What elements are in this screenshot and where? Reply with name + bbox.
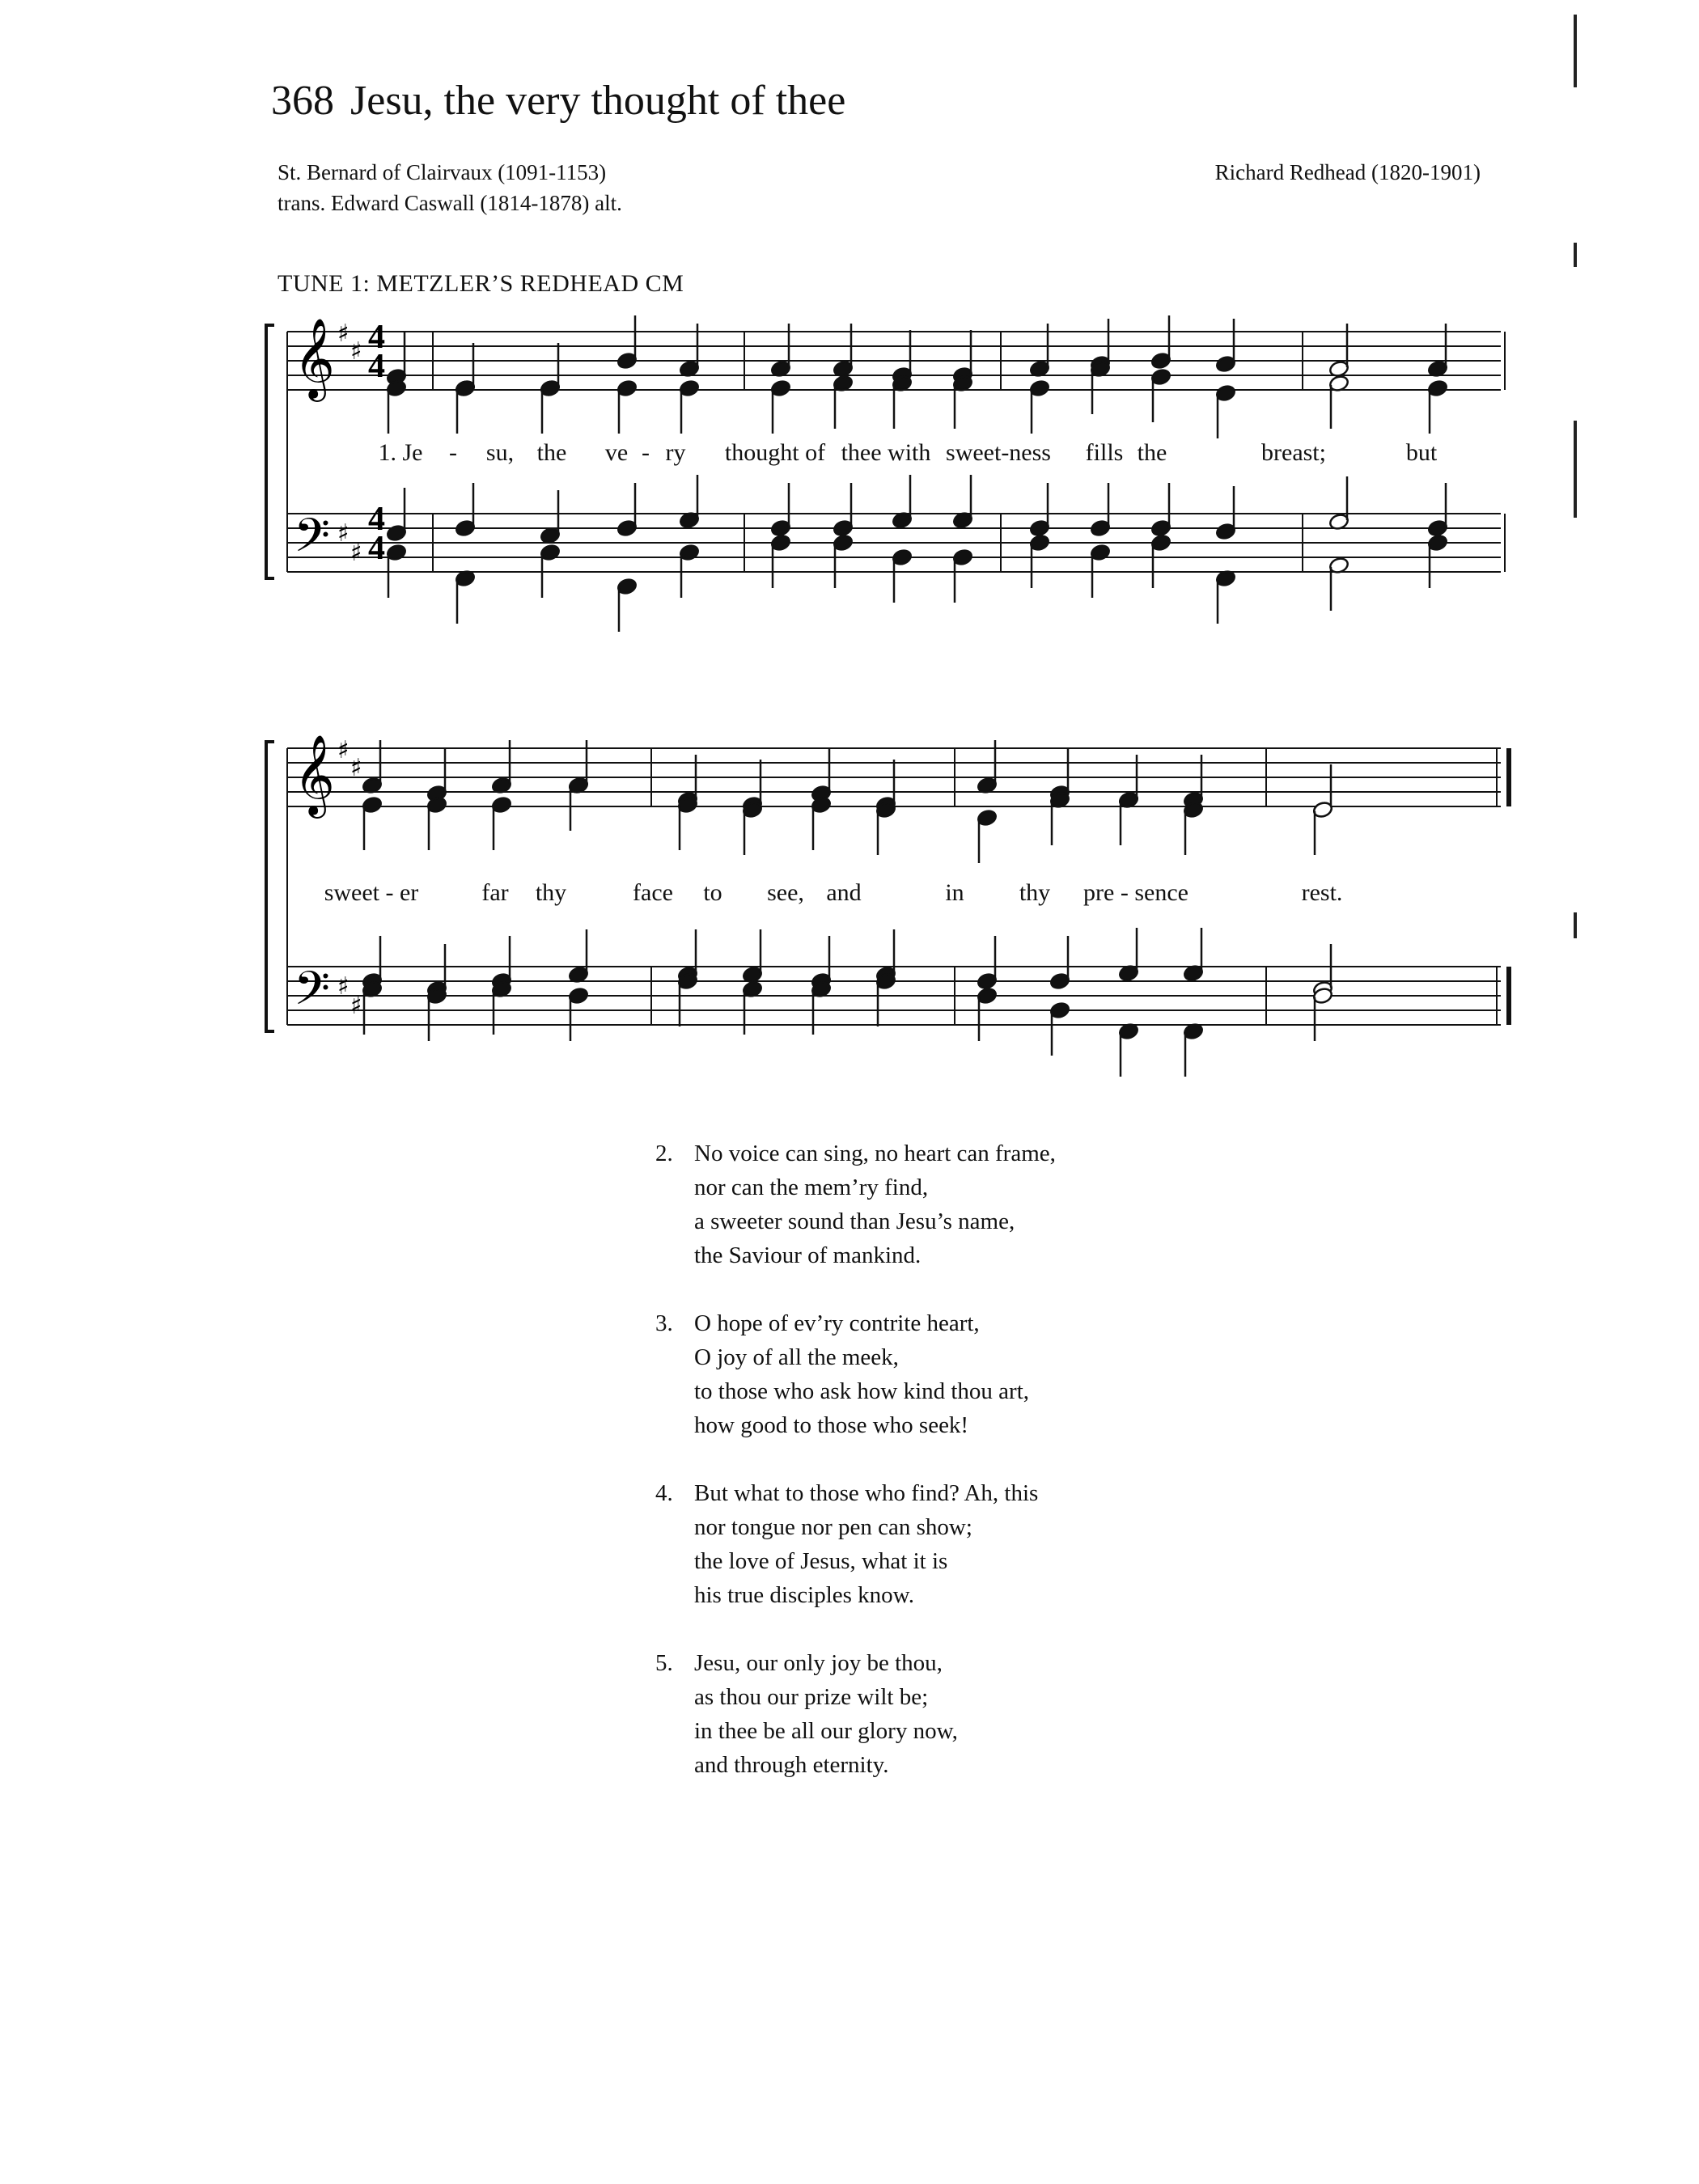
hymn-title: Jesu, the very thought of thee (350, 78, 846, 124)
verse-line (655, 1748, 1056, 1782)
verse-line (655, 1136, 1056, 1170)
lyric-syllable: see, (767, 879, 804, 906)
verse-line (655, 1340, 1056, 1374)
margin-mark (1574, 243, 1577, 267)
verse-text: Jesu, our only joy be thou, (694, 1650, 943, 1676)
time-signature-digit: 4 (368, 530, 385, 567)
treble-clef-icon: 𝄞 (294, 318, 335, 399)
lyric-syllable: thee with (841, 439, 931, 466)
verse-text: a sweeter sound than Jesu’s name, (694, 1208, 1015, 1234)
bass-clef-icon: 𝄢 (294, 508, 331, 574)
lyric-syllable: the (536, 439, 567, 466)
verse-line (655, 1306, 1056, 1340)
verse-number: 2. (655, 1141, 673, 1166)
lyric-syllable: face (633, 879, 673, 906)
margin-mark (1574, 912, 1577, 938)
verse-text: O joy of all the meek, (694, 1344, 899, 1370)
verse (655, 1136, 1056, 1272)
lyric-syllable: the (1137, 439, 1167, 466)
bass-clef-icon: 𝄢 (294, 961, 331, 1027)
verse-line (655, 1510, 1056, 1544)
verse (655, 1646, 1056, 1782)
verse-text: to those who ask how kind thou art, (694, 1378, 1030, 1404)
author-credit: St. Bernard of Clairvaux (1091-1153) (278, 160, 607, 184)
verse-line (655, 1714, 1056, 1748)
verse-text: the Saviour of mankind. (694, 1242, 922, 1268)
verse-number: 3. (655, 1310, 673, 1336)
verse-number: 5. (655, 1650, 673, 1676)
system-2-lyrics (263, 879, 1501, 912)
verse-line (655, 1170, 1056, 1204)
page-title (271, 77, 845, 125)
sharp-icon: ♯ (337, 736, 350, 764)
verse-line (655, 1374, 1056, 1408)
lyric-syllable: to (703, 879, 722, 906)
sharp-icon: ♯ (350, 539, 362, 567)
lyric-syllable: sweet-ness (946, 439, 1051, 466)
system-1-lyrics (263, 439, 1501, 472)
verse-line (655, 1646, 1056, 1680)
sharp-icon: ♯ (350, 337, 362, 366)
lyric-syllable: thy (1019, 879, 1051, 906)
sharp-icon: ♯ (337, 519, 350, 548)
verses (655, 1136, 1056, 1816)
lyric-syllable: thy (535, 879, 567, 906)
verse-line (655, 1408, 1056, 1442)
lyric-syllable: thought of (724, 439, 826, 466)
verse-text: and through eternity. (694, 1752, 889, 1778)
lyric-syllable: - (449, 439, 457, 466)
lyric-syllable: fills (1085, 439, 1124, 466)
hymn-number: 368 (271, 78, 334, 124)
tune-name: TUNE 1: METZLER’S REDHEAD CM (278, 270, 684, 297)
verse-line (655, 1238, 1056, 1272)
lyric-syllable: breast; (1261, 439, 1326, 466)
music-system-1 (263, 311, 1501, 619)
translator-credit: trans. Edward Caswall (1814-1878) alt. (278, 191, 622, 215)
words-credit (278, 157, 622, 218)
lyric-syllable: ve (604, 439, 629, 466)
lyric-syllable: far (481, 879, 509, 906)
lyric-syllable: in (945, 879, 964, 906)
sharp-icon: ♯ (337, 972, 350, 1001)
verse-text: nor tongue nor pen can show; (694, 1514, 972, 1540)
verse-line (655, 1544, 1056, 1578)
time-signature-digit: 4 (368, 348, 385, 385)
verse-text: No voice can sing, no heart can frame, (694, 1141, 1056, 1166)
verse-text: as thou our prize wilt be; (694, 1684, 929, 1710)
lyric-syllable: - (642, 439, 650, 466)
lyric-syllable: pre - sence (1083, 879, 1188, 906)
treble-clef-icon: 𝄞 (294, 734, 335, 815)
sharp-icon: ♯ (350, 754, 362, 782)
verse (655, 1476, 1056, 1612)
sharp-icon: ♯ (350, 992, 362, 1020)
sharp-icon: ♯ (337, 320, 350, 348)
verse (655, 1306, 1056, 1442)
lyric-syllable: 1. Je (378, 439, 423, 466)
verse-text: the love of Jesus, what it is (694, 1548, 948, 1574)
verse-line (655, 1476, 1056, 1510)
margin-mark (1574, 15, 1577, 87)
verse-text: nor can the mem’ry find, (694, 1175, 929, 1200)
lyric-syllable: ry (665, 439, 686, 466)
lyric-syllable: sweet - er (324, 879, 419, 906)
lyric-syllable: but (1405, 439, 1438, 466)
verse-number: 4. (655, 1480, 673, 1506)
lyric-syllable: rest. (1301, 879, 1343, 906)
composer-credit: Richard Redhead (1820-1901) (1214, 160, 1481, 184)
music-system-2 (263, 728, 1501, 1052)
time-signature-digit: 4 (368, 319, 385, 356)
margin-mark (1574, 421, 1577, 518)
lyric-syllable: su, (485, 439, 515, 466)
verse-text: in thee be all our glory now, (694, 1718, 958, 1744)
verse-line (655, 1578, 1056, 1612)
lyric-syllable: and (826, 879, 862, 906)
verse-text: how good to those who seek! (694, 1412, 969, 1438)
verse-text: But what to those who find? Ah, this (694, 1480, 1039, 1506)
verse-line (655, 1204, 1056, 1238)
verse-text: his true disciples know. (694, 1582, 914, 1608)
verse-line (655, 1680, 1056, 1714)
time-signature-digit: 4 (368, 501, 385, 538)
verse-text: O hope of ev’ry contrite heart, (694, 1310, 980, 1336)
